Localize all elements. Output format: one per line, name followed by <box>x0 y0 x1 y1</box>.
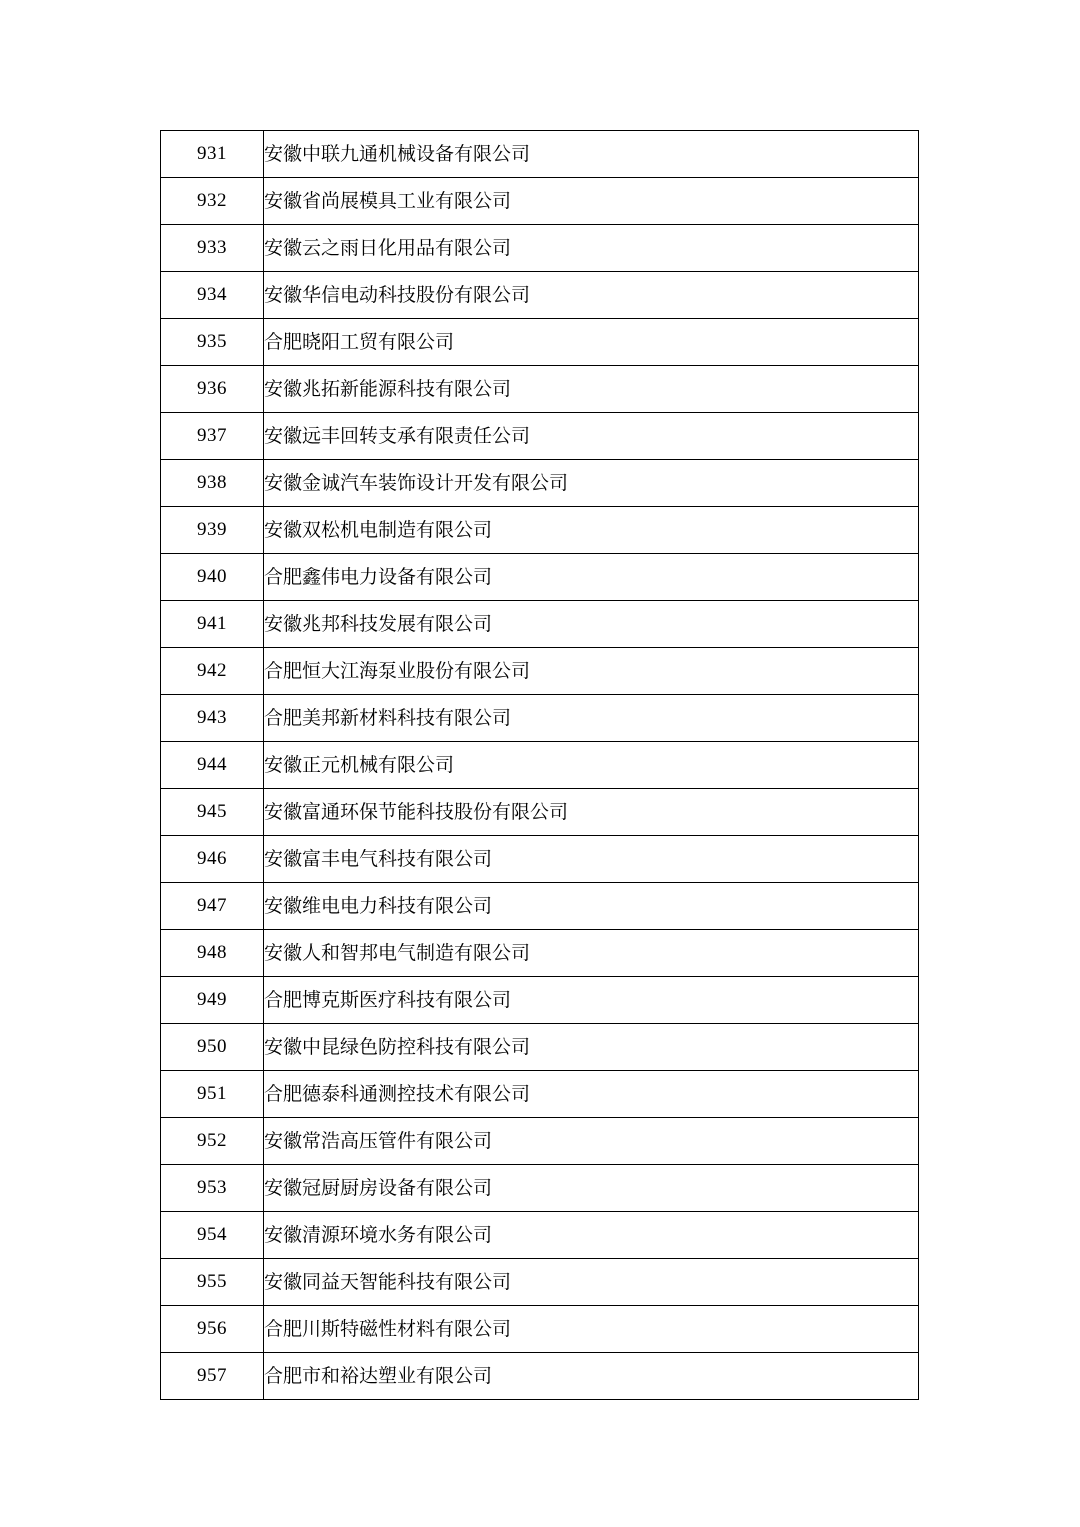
table-row <box>161 648 919 695</box>
row-index-cell: 935 <box>161 319 264 366</box>
row-index-cell: 941 <box>161 601 264 648</box>
company-listing-table <box>160 130 919 1400</box>
row-index-cell: 944 <box>161 742 264 789</box>
company-name-cell: 安徽云之雨日化用品有限公司 <box>264 225 919 272</box>
company-name-cell: 合肥恒大江海泵业股份有限公司 <box>264 648 919 695</box>
company-name-cell: 安徽中联九通机械设备有限公司 <box>264 131 919 178</box>
company-name-cell: 安徽双松机电制造有限公司 <box>264 507 919 554</box>
company-name-cell: 安徽冠厨厨房设备有限公司 <box>264 1165 919 1212</box>
row-index-cell: 952 <box>161 1118 264 1165</box>
row-index-cell: 940 <box>161 554 264 601</box>
table-row <box>161 178 919 225</box>
table-row <box>161 601 919 648</box>
company-name-cell: 安徽中昆绿色防控科技有限公司 <box>264 1024 919 1071</box>
table-row <box>161 789 919 836</box>
row-index-cell: 945 <box>161 789 264 836</box>
table-row <box>161 1118 919 1165</box>
table-row <box>161 413 919 460</box>
row-index-cell: 933 <box>161 225 264 272</box>
row-index-cell: 956 <box>161 1306 264 1353</box>
company-name-cell: 安徽华信电动科技股份有限公司 <box>264 272 919 319</box>
row-index-cell: 934 <box>161 272 264 319</box>
row-index-cell: 936 <box>161 366 264 413</box>
company-name-cell: 安徽省尚展模具工业有限公司 <box>264 178 919 225</box>
row-index-cell: 955 <box>161 1259 264 1306</box>
company-name-cell: 合肥市和裕达塑业有限公司 <box>264 1353 919 1400</box>
row-index-cell: 946 <box>161 836 264 883</box>
table-row <box>161 319 919 366</box>
company-name-cell: 安徽人和智邦电气制造有限公司 <box>264 930 919 977</box>
table-row <box>161 507 919 554</box>
table-row <box>161 695 919 742</box>
row-index-cell: 949 <box>161 977 264 1024</box>
company-name-cell: 合肥川斯特磁性材料有限公司 <box>264 1306 919 1353</box>
company-name-cell: 合肥德泰科通测控技术有限公司 <box>264 1071 919 1118</box>
company-name-cell: 合肥博克斯医疗科技有限公司 <box>264 977 919 1024</box>
table-row <box>161 742 919 789</box>
table-body <box>161 131 919 1400</box>
table-row <box>161 977 919 1024</box>
table-row <box>161 836 919 883</box>
company-name-cell: 安徽金诚汽车装饰设计开发有限公司 <box>264 460 919 507</box>
row-index-cell: 937 <box>161 413 264 460</box>
company-name-cell: 安徽维电电力科技有限公司 <box>264 883 919 930</box>
company-name-cell: 合肥晓阳工贸有限公司 <box>264 319 919 366</box>
row-index-cell: 950 <box>161 1024 264 1071</box>
company-name-cell: 安徽常浩高压管件有限公司 <box>264 1118 919 1165</box>
row-index-cell: 939 <box>161 507 264 554</box>
table-row <box>161 1353 919 1400</box>
row-index-cell: 942 <box>161 648 264 695</box>
table-row <box>161 1071 919 1118</box>
table-row <box>161 460 919 507</box>
row-index-cell: 938 <box>161 460 264 507</box>
company-name-cell: 安徽清源环境水务有限公司 <box>264 1212 919 1259</box>
row-index-cell: 932 <box>161 178 264 225</box>
table-row <box>161 225 919 272</box>
table-row <box>161 366 919 413</box>
company-listing-table-wrapper <box>160 130 918 1400</box>
table-row <box>161 930 919 977</box>
company-name-cell: 安徽远丰回转支承有限责任公司 <box>264 413 919 460</box>
row-index-cell: 931 <box>161 131 264 178</box>
table-row <box>161 1212 919 1259</box>
row-index-cell: 951 <box>161 1071 264 1118</box>
company-name-cell: 安徽富丰电气科技有限公司 <box>264 836 919 883</box>
company-name-cell: 合肥鑫伟电力设备有限公司 <box>264 554 919 601</box>
company-name-cell: 安徽同益天智能科技有限公司 <box>264 1259 919 1306</box>
company-name-cell: 安徽富通环保节能科技股份有限公司 <box>264 789 919 836</box>
table-row <box>161 883 919 930</box>
row-index-cell: 943 <box>161 695 264 742</box>
company-name-cell: 安徽正元机械有限公司 <box>264 742 919 789</box>
row-index-cell: 957 <box>161 1353 264 1400</box>
row-index-cell: 954 <box>161 1212 264 1259</box>
row-index-cell: 948 <box>161 930 264 977</box>
table-row <box>161 272 919 319</box>
company-name-cell: 安徽兆拓新能源科技有限公司 <box>264 366 919 413</box>
table-row <box>161 1306 919 1353</box>
table-row <box>161 131 919 178</box>
table-row <box>161 1024 919 1071</box>
table-row <box>161 1165 919 1212</box>
row-index-cell: 953 <box>161 1165 264 1212</box>
company-name-cell: 合肥美邦新材料科技有限公司 <box>264 695 919 742</box>
table-row <box>161 554 919 601</box>
company-name-cell: 安徽兆邦科技发展有限公司 <box>264 601 919 648</box>
table-row <box>161 1259 919 1306</box>
row-index-cell: 947 <box>161 883 264 930</box>
